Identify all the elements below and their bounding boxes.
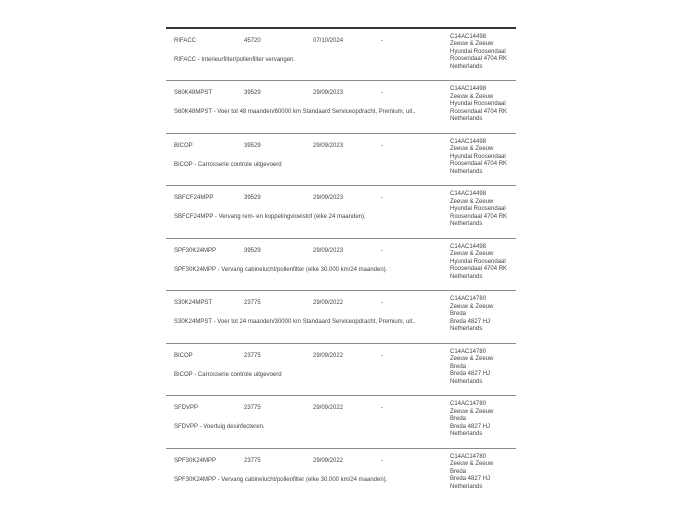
- operation-description: SFDVPP - Voertuig desinfecteren.: [174, 424, 265, 430]
- dealer-name: Zeeuw & Zeeuw: [450, 93, 494, 100]
- dealer-country: Netherlands: [450, 221, 483, 228]
- service-date: 29/09/2023: [313, 142, 344, 149]
- dealer-code: C14AC14780: [450, 401, 487, 407]
- service-date: 29/09/2022: [313, 300, 344, 306]
- operation-description: SPF30K24MPP - Vervang cabinelucht/pollenfilter (elke 30.000 km/24 maanden).: [174, 476, 388, 483]
- table-row: [166, 134, 516, 187]
- service-date: 29/09/2023: [313, 195, 344, 201]
- table-row: [166, 81, 516, 134]
- service-date: 29/09/2023: [313, 247, 344, 254]
- operation-code: BICOP: [174, 352, 193, 359]
- operation-description: S30K24MPST - Voer tot 24 maanden/30000 km Standaard Serviceopdracht, Premium, uit..: [174, 319, 416, 325]
- table-row: [166, 449, 516, 501]
- dealer-address: [450, 34, 507, 72]
- operation-code: S30K24MPST: [174, 300, 213, 306]
- dealer-branch: Hyundai Roosendaal: [450, 206, 506, 213]
- operation-code: SPF30K24MPP: [174, 247, 217, 254]
- dealer-name: Zeeuw & Zeeuw: [450, 146, 494, 153]
- table-row: [166, 396, 516, 449]
- dealer-country: Netherlands: [450, 483, 483, 490]
- dealer-code: C14AC14498: [450, 33, 487, 40]
- order-number: 39529: [244, 247, 261, 254]
- service-date: 29/09/2022: [313, 352, 344, 359]
- dealer-branch: Hyundai Roosendaal: [450, 101, 506, 108]
- order-number: 23775: [244, 405, 261, 411]
- dealer-address: [450, 454, 493, 492]
- mileage-value: -: [381, 90, 383, 96]
- service-date: 07/10/2024: [313, 37, 344, 44]
- table-row: [166, 29, 516, 82]
- service-date: 29/09/2022: [313, 457, 344, 464]
- dealer-code: C14AC14498: [450, 138, 487, 145]
- operation-code: S60K48MPST: [174, 90, 213, 96]
- dealer-city-postcode: Roosendaal 4704 RK: [450, 213, 508, 220]
- service-date: 29/09/2022: [313, 405, 344, 411]
- dealer-country: Netherlands: [450, 63, 483, 70]
- dealer-address: [450, 191, 507, 229]
- operation-code: SFDVPP: [174, 405, 199, 411]
- operation-code: SPF30K24MPP: [174, 457, 217, 464]
- dealer-address: [450, 86, 507, 124]
- operation-description: SBFCF24MPP - Vervang rem- en koppelingvloeistof (elke 24 maanden).: [174, 214, 366, 220]
- order-number: 39529: [244, 142, 261, 149]
- dealer-address: [450, 349, 493, 387]
- mileage-value: -: [381, 457, 383, 464]
- dealer-country: Netherlands: [450, 168, 483, 175]
- service-history-table: [166, 27, 516, 500]
- dealer-branch: Breda: [450, 416, 467, 423]
- dealer-country: Netherlands: [450, 116, 483, 123]
- mileage-value: -: [381, 247, 383, 254]
- dealer-city-postcode: Roosendaal 4704 RK: [450, 108, 508, 115]
- order-number: 45720: [244, 37, 261, 44]
- dealer-name: Zeeuw & Zeeuw: [450, 251, 494, 258]
- operation-description: BICOP - Carrosserie controle uitgevoerd: [174, 371, 282, 378]
- dealer-city-postcode: Breda 4827 HJ: [450, 423, 491, 430]
- order-number: 39529: [244, 90, 261, 96]
- dealer-city-postcode: Roosendaal 4704 RK: [450, 266, 508, 273]
- table-row: [166, 239, 516, 292]
- dealer-name: Zeeuw & Zeeuw: [450, 408, 494, 415]
- table-row: [166, 291, 516, 344]
- dealer-name: Zeeuw & Zeeuw: [450, 41, 494, 48]
- dealer-branch: Breda: [450, 311, 467, 318]
- operation-description: RIFACC - Interieurfilter/pollenfilter vervangen.: [174, 56, 296, 63]
- dealer-address: [450, 401, 493, 439]
- order-number: 23775: [244, 352, 261, 359]
- mileage-value: -: [381, 195, 383, 201]
- dealer-code: C14AC14780: [450, 348, 487, 355]
- dealer-branch: Hyundai Roosendaal: [450, 153, 506, 160]
- operation-code: SBFCF24MPP: [174, 195, 214, 201]
- mileage-value: -: [381, 405, 383, 411]
- order-number: 23775: [244, 457, 261, 464]
- dealer-name: Zeeuw & Zeeuw: [450, 198, 494, 205]
- dealer-city-postcode: Breda 4827 HJ: [450, 476, 491, 483]
- operation-code: BICOP: [174, 142, 193, 149]
- dealer-branch: Breda: [450, 363, 467, 370]
- dealer-country: Netherlands: [450, 378, 483, 385]
- dealer-code: C14AC14780: [450, 453, 487, 460]
- dealer-name: Zeeuw & Zeeuw: [450, 303, 494, 310]
- dealer-country: Netherlands: [450, 326, 483, 333]
- dealer-branch: Breda: [450, 468, 467, 475]
- dealer-address: [450, 244, 507, 282]
- table-body: [166, 29, 516, 501]
- service-date: 29/09/2023: [313, 90, 344, 96]
- dealer-branch: Hyundai Roosendaal: [450, 48, 506, 55]
- dealer-name: Zeeuw & Zeeuw: [450, 461, 494, 468]
- dealer-branch: Hyundai Roosendaal: [450, 258, 506, 265]
- dealer-address: [450, 296, 493, 334]
- dealer-name: Zeeuw & Zeeuw: [450, 356, 494, 363]
- dealer-code: C14AC14498: [450, 243, 487, 250]
- table-row: [166, 186, 516, 239]
- order-number: 39529: [244, 195, 261, 201]
- operation-description: S60K48MPST - Voer tot 48 maanden/60000 km Standaard Serviceopdracht, Premium, uit..: [174, 109, 416, 115]
- dealer-code: C14AC14498: [450, 86, 487, 92]
- dealer-code: C14AC14780: [450, 296, 487, 302]
- mileage-value: -: [381, 352, 383, 359]
- table-row: [166, 344, 516, 397]
- operation-description: BICOP - Carrosserie controle uitgevoerd: [174, 161, 282, 168]
- dealer-city-postcode: Roosendaal 4704 RK: [450, 56, 508, 63]
- operation-code: RIFACC: [174, 37, 197, 44]
- mileage-value: -: [381, 300, 383, 306]
- dealer-address: [450, 139, 507, 177]
- dealer-city-postcode: Breda 4827 HJ: [450, 318, 491, 325]
- operation-description: SPF30K24MPP - Vervang cabinelucht/pollenfilter (elke 30.000 km/24 maanden).: [174, 266, 388, 273]
- mileage-value: -: [381, 142, 383, 149]
- dealer-code: C14AC14498: [450, 191, 487, 197]
- dealer-country: Netherlands: [450, 431, 483, 438]
- dealer-country: Netherlands: [450, 273, 483, 280]
- order-number: 23775: [244, 300, 261, 306]
- dealer-city-postcode: Roosendaal 4704 RK: [450, 161, 508, 168]
- dealer-city-postcode: Breda 4827 HJ: [450, 371, 491, 378]
- mileage-value: -: [381, 37, 383, 44]
